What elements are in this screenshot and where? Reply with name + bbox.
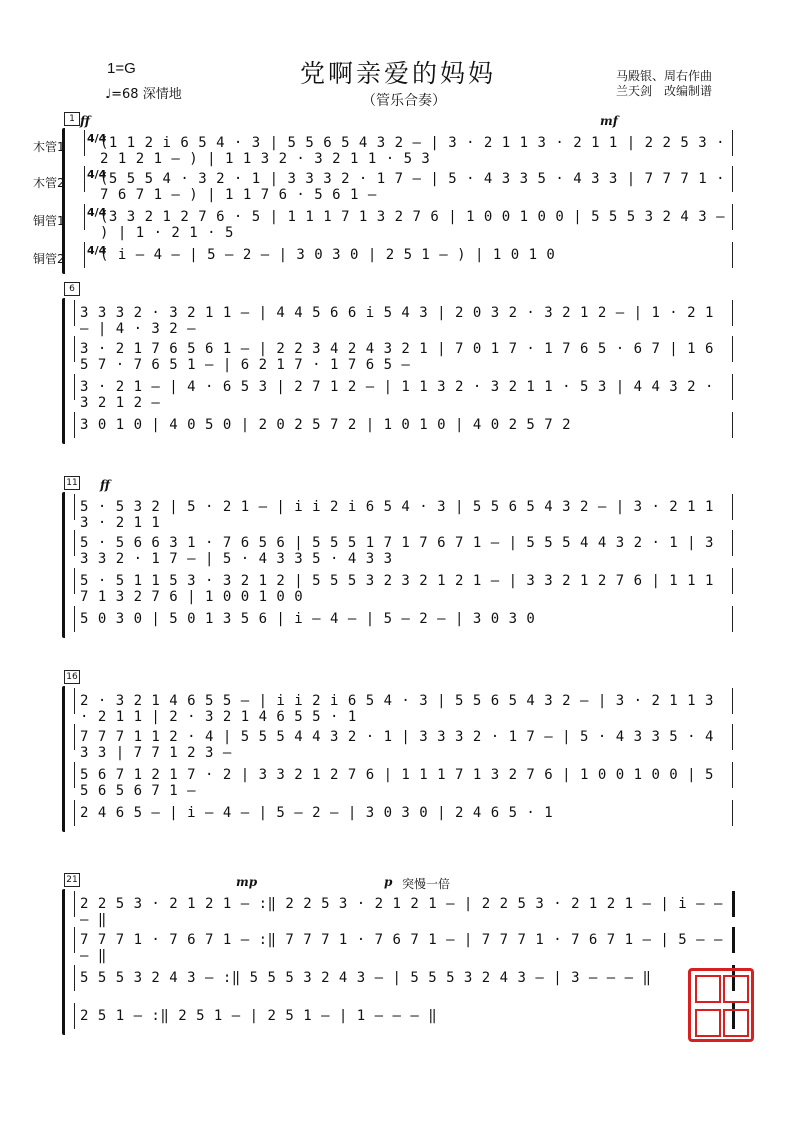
measure-number: 11 — [64, 476, 80, 490]
barline — [732, 204, 733, 230]
barline — [732, 336, 733, 362]
seal-cell — [723, 1009, 749, 1037]
barline — [732, 800, 733, 826]
barline — [732, 300, 733, 326]
barline — [74, 374, 75, 400]
barline — [732, 688, 733, 714]
system-bracket — [62, 298, 69, 444]
key-signature: 1=G — [107, 60, 136, 77]
staff-notes: 5 0 3 0 | 5 0 1 3 5 6 | i – 4 – | 5 – 2 – | 3 0 3 0 — [80, 611, 536, 627]
staff-notes: ( i – 4 – | 5 – 2 – | 3 0 3 0 | 2 5 1 – ) | 1 0 1 0 — [100, 247, 556, 263]
instrument-label: 铜管2 — [33, 252, 65, 266]
barline — [74, 688, 75, 714]
staff-notes: 3 3 3 2 · 3 2 1 1 – | 4 4 5 6 6 i 5 4 3 | 2 0 3 2 · 3 2 1 2 – | 1 · 2 1 – | 4 · 3 2 – — [80, 305, 714, 337]
barline — [84, 130, 85, 156]
barline — [732, 242, 733, 268]
staff-notes: (5 5 5 4 · 3 2 · 1 | 3 3 3 2 · 1 7 – | 5 · 4 3 3 5 · 4 3 3 | 7 7 7 1 · 7 6 7 1 – ) | 1 1 7 6 · 5 6 1 – — [100, 171, 726, 203]
composer-credit: 马殿银、周右作曲 — [616, 69, 713, 83]
red-seal-stamp — [688, 968, 754, 1042]
staff-notes: 2 · 3 2 1 4 6 5 5 – | i i 2 i 6 5 4 · 3 | 5 5 6 5 4 3 2 – | 3 · 2 1 1 3 · 2 1 1 | 2 · 3 2 1 4 6 5 5 · 1 — [80, 693, 714, 725]
measure-number: 6 — [64, 282, 80, 296]
barline — [74, 494, 75, 520]
barline — [732, 130, 733, 156]
barline — [74, 606, 75, 632]
staff-notes: 2 2 5 3 · 2 1 2 1 – :‖ 2 2 5 3 · 2 1 2 1 – | 2 2 5 3 · 2 1 2 1 – | i – – – ‖ — [80, 896, 723, 928]
staff-notes: (1 1 2 i 6 5 4 · 3 | 5 5 6 5 4 3 2 – | 3 · 2 1 1 3 · 2 1 1 | 2 2 5 3 · 2 1 2 1 – ) | 1 1 3 2 · 3 2 1 1 · 5 3 — [100, 135, 726, 167]
system-bracket — [62, 492, 69, 638]
staff-notes: 5 · 5 1 1 5 3 · 3 2 1 2 | 5 5 5 3 2 3 2 1 2 1 – | 3 3 2 1 2 7 6 | 1 1 1 7 1 3 2 7 6 | 1 0 0 1 0 0 — [80, 573, 714, 605]
staff-notes: 5 · 5 3 2 | 5 · 2 1 – | i i 2 i 6 5 4 · 3 | 5 5 6 5 4 3 2 – | 3 · 2 1 1 3 · 2 1 1 — [80, 499, 714, 531]
barline — [732, 724, 733, 750]
page-title: 党啊亲爱的妈妈 — [300, 59, 497, 88]
barline — [732, 606, 733, 632]
tempo-annotation: 突慢一倍 — [402, 877, 451, 891]
staff-notes: 3 0 1 0 | 4 0 5 0 | 2 0 2 5 7 2 | 1 0 1 0 | 4 0 2 5 7 2 — [80, 417, 572, 433]
measure-number: 1 — [64, 112, 80, 126]
barline — [74, 300, 75, 326]
barline — [732, 891, 735, 917]
tempo-marking: ♩=68 深情地 — [105, 87, 182, 102]
barline — [74, 891, 75, 917]
barline — [74, 530, 75, 556]
staff-notes: 7 7 7 1 · 7 6 7 1 – :‖ 7 7 7 1 · 7 6 7 1 – | 7 7 7 1 · 7 6 7 1 – | 5 – – – ‖ — [80, 932, 723, 964]
staff-notes: 2 5 1 – :‖ 2 5 1 – | 2 5 1 – | 1 – – – ‖ — [80, 1008, 438, 1024]
time-signature: 4/4 — [87, 206, 107, 219]
time-signature: 4/4 — [87, 132, 107, 145]
staff-notes: 7 7 7 1 1 2 · 4 | 5 5 5 4 4 3 2 · 1 | 3 3 3 2 · 1 7 – | 5 · 4 3 3 5 · 4 3 3 | 7 7 1 2 3 – — [80, 729, 714, 761]
dynamic-marking: ff — [80, 114, 90, 128]
time-signature: 4/4 — [87, 244, 107, 257]
barline — [732, 762, 733, 788]
barline — [732, 927, 735, 953]
arranger-credit: 兰天剑 改编制谱 — [616, 84, 713, 98]
barline — [74, 927, 75, 953]
staff-notes: 5 · 5 6 6 3 1 · 7 6 5 6 | 5 5 5 1 7 1 7 6 7 1 – | 5 5 5 4 4 3 2 · 1 | 3 3 3 2 · 1 7 – | 5 · 4 3 3 5 · 4 3 3 — [80, 535, 714, 567]
seal-cell — [695, 975, 721, 1003]
barline — [84, 166, 85, 192]
time-signature: 4/4 — [87, 168, 107, 181]
dynamic-marking: mf — [600, 114, 618, 128]
staff-notes: 3 · 2 1 – | 4 · 6 5 3 | 2 7 1 2 – | 1 1 3 2 · 3 2 1 1 · 5 3 | 4 4 3 2 · 3 2 1 2 – — [80, 379, 714, 411]
barline — [74, 762, 75, 788]
system-bracket — [62, 889, 69, 1035]
staff-notes: 2 4 6 5 – | i – 4 – | 5 – 2 – | 3 0 3 0 | 2 4 6 5 · 1 — [80, 805, 554, 821]
barline — [74, 800, 75, 826]
staff-notes: (3 3 2 1 2 7 6 · 5 | 1 1 1 7 1 3 2 7 6 | 1 0 0 1 0 0 | 5 5 5 3 2 4 3 – ) | 1 · 2 1 · 5 — [100, 209, 726, 241]
barline — [732, 374, 733, 400]
instrument-label: 木管2 — [33, 176, 65, 190]
system-bracket — [62, 686, 69, 832]
barline — [74, 412, 75, 438]
instrument-label: 铜管1 — [33, 214, 65, 228]
seal-cell — [695, 1009, 721, 1037]
barline — [84, 242, 85, 268]
measure-number: 21 — [64, 873, 80, 887]
barline — [732, 568, 733, 594]
staff-notes: 5 6 7 1 2 1 7 · 2 | 3 3 2 1 2 7 6 | 1 1 1 7 1 3 2 7 6 | 1 0 0 1 0 0 | 5 5 6 5 6 7 1 – — [80, 767, 714, 799]
page-subtitle: （管乐合奏） — [362, 93, 446, 109]
barline — [74, 1003, 75, 1029]
barline — [74, 724, 75, 750]
measure-number: 16 — [64, 670, 80, 684]
barline — [732, 412, 733, 438]
barline — [74, 965, 75, 991]
barline — [74, 336, 75, 362]
barline — [732, 494, 733, 520]
staff-notes: 3 · 2 1 7 6 5 6 1 – | 2 2 3 4 2 4 3 2 1 | 7 0 1 7 · 1 7 6 5 · 6 7 | 1 6 5 7 · 7 6 5 1 – | 6 2 1 7 · 1 7 6 5 – — [80, 341, 714, 373]
barline — [732, 530, 733, 556]
seal-cell — [723, 975, 749, 1003]
barline — [84, 204, 85, 230]
barline — [74, 568, 75, 594]
barline — [732, 166, 733, 192]
dynamic-marking: ff — [100, 478, 110, 492]
staff-notes: 5 5 5 3 2 4 3 – :‖ 5 5 5 3 2 4 3 – | 5 5 5 3 2 4 3 – | 3 – – – ‖ — [80, 970, 652, 986]
dynamic-marking: p — [384, 875, 393, 889]
dynamic-marking: mp — [236, 875, 258, 889]
instrument-label: 木管1 — [33, 140, 65, 154]
